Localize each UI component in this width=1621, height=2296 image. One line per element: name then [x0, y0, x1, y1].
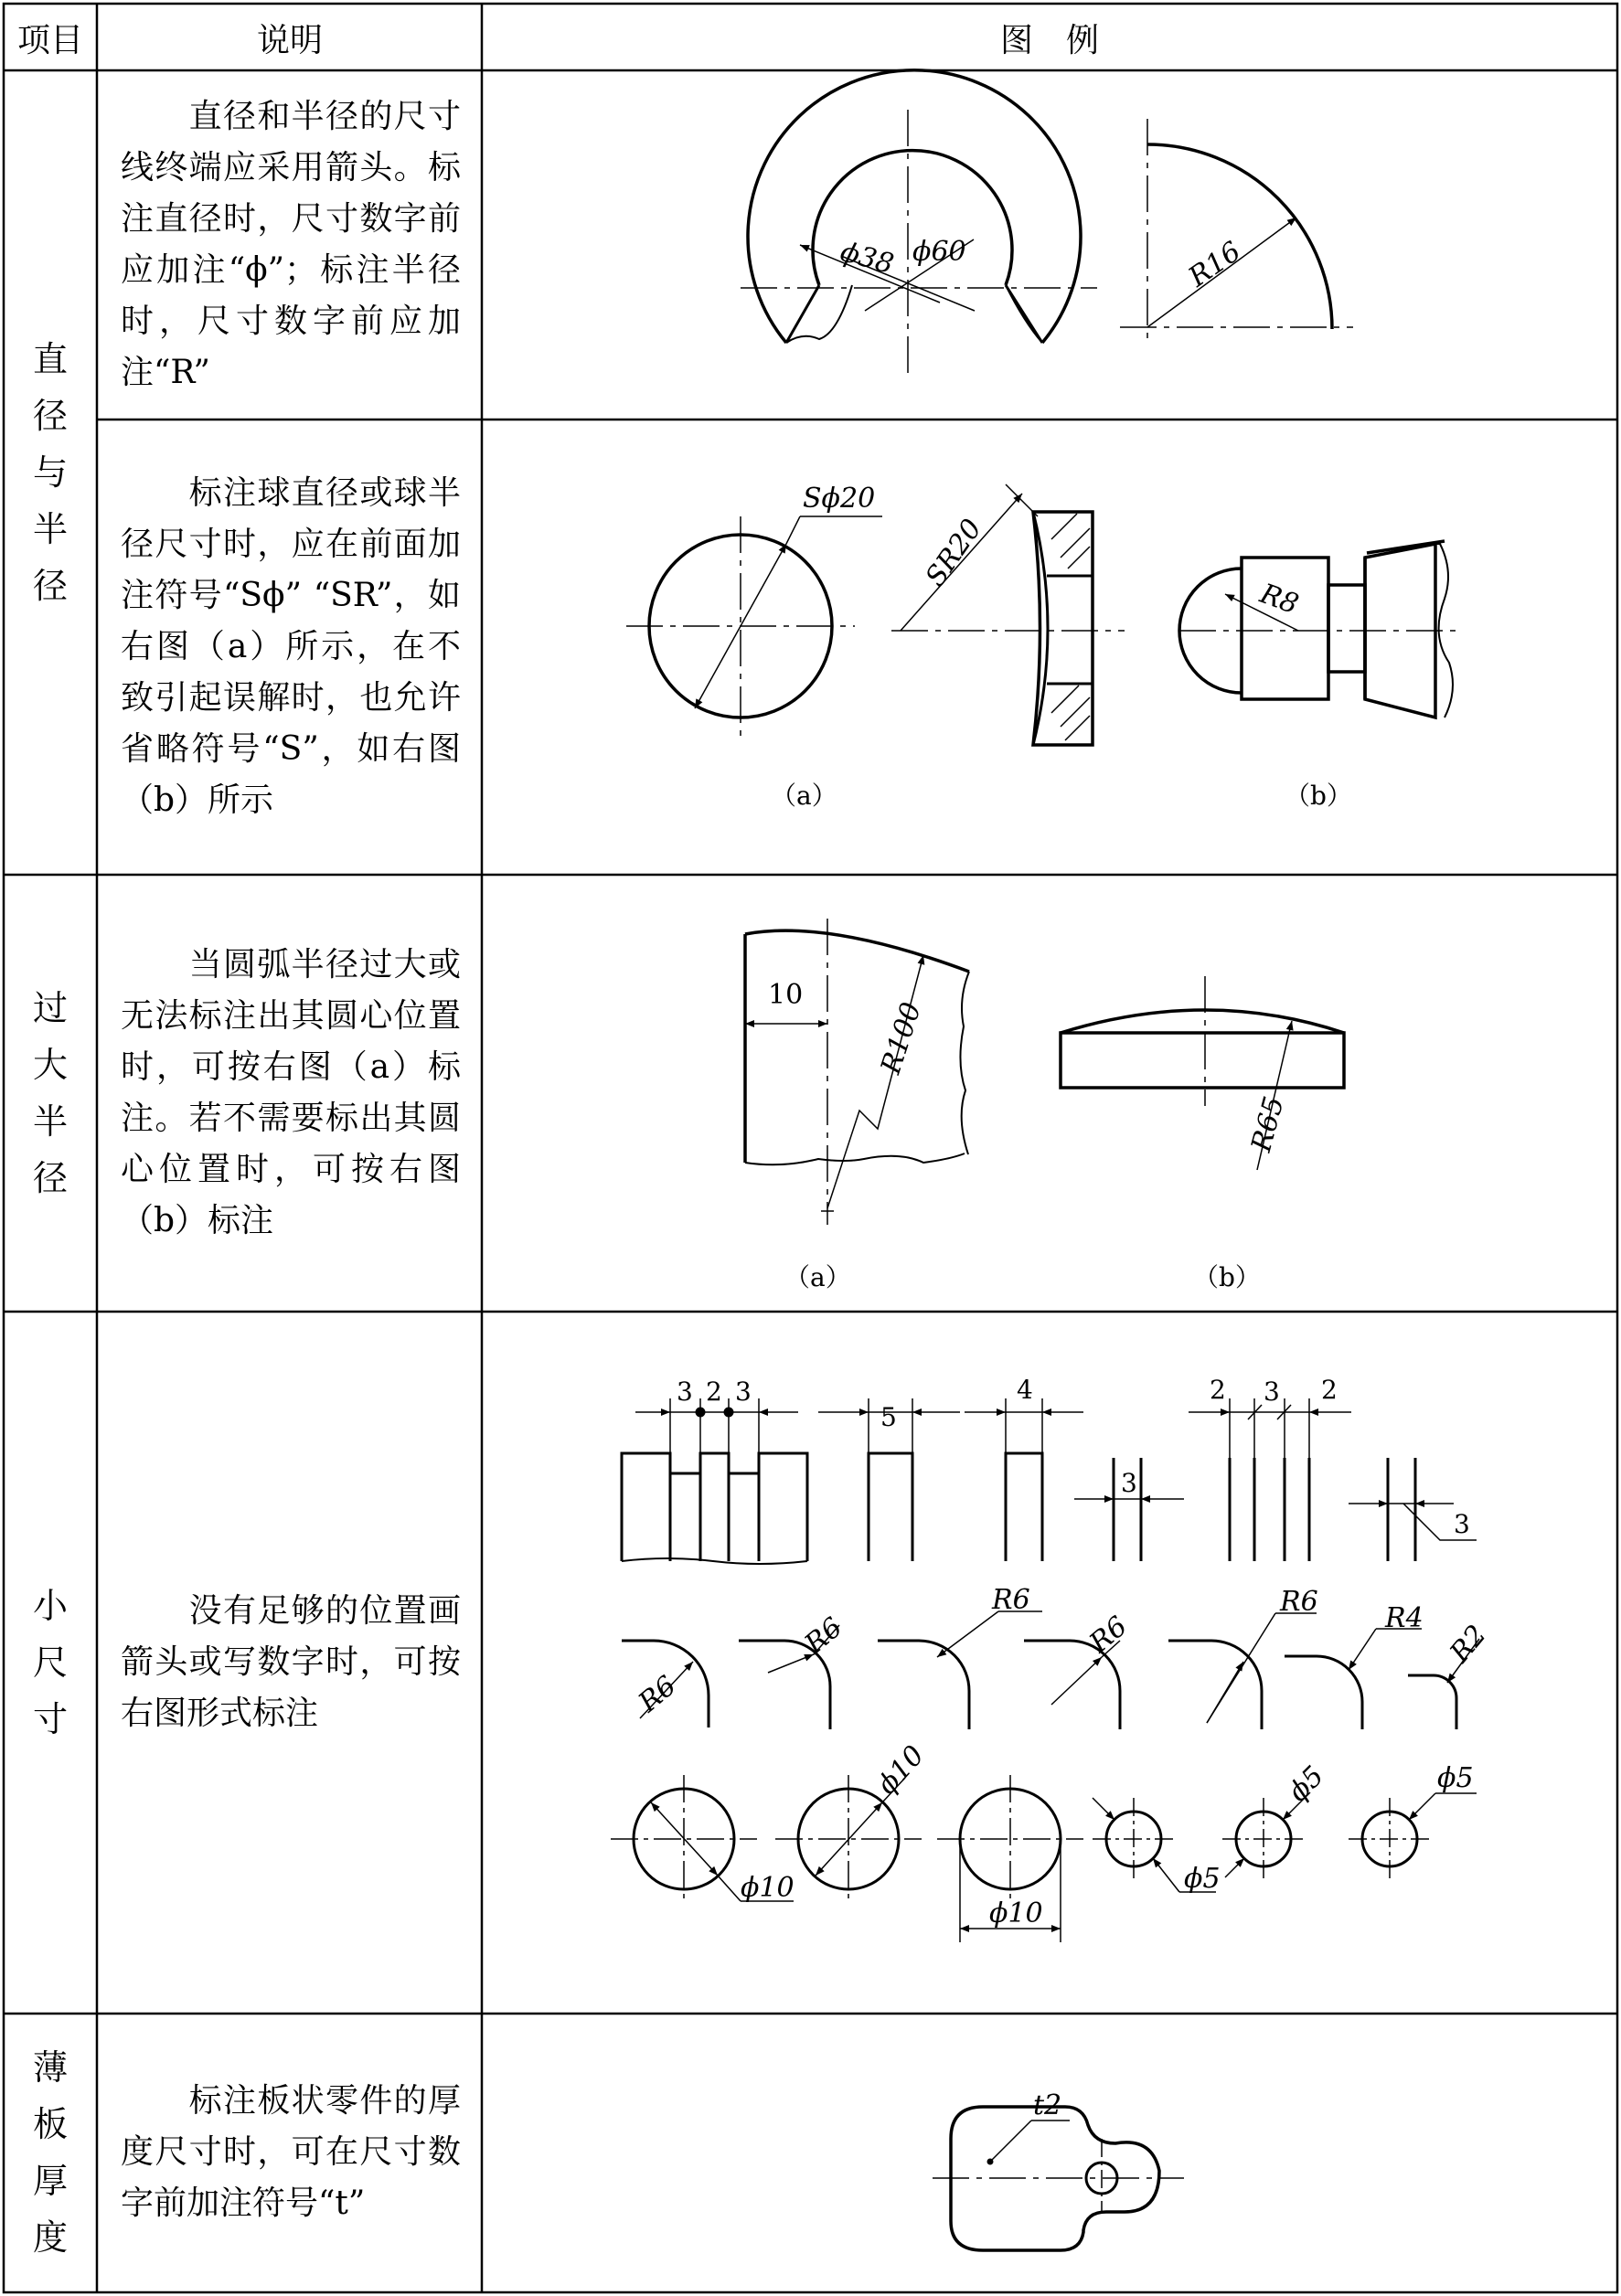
dim-4: 4 [1017, 1375, 1033, 1405]
dim-r6-c: R6 [992, 1584, 1030, 1616]
dim-3-c: 3 [1121, 1468, 1137, 1498]
dim-phi60: ϕ60 [912, 236, 966, 268]
caption-b-sphere: （b） [1285, 781, 1352, 811]
dim-r6-d: R6 [1083, 1610, 1134, 1660]
dim-r16: R16 [1182, 235, 1247, 294]
large-radius-r100-figure [745, 919, 969, 1225]
dim-phi10-b: ϕ10 [870, 1739, 931, 1802]
small-radius-dims [622, 1611, 1479, 1729]
dim-3-e: 3 [1454, 1509, 1470, 1539]
dim-2-b: 2 [1210, 1375, 1226, 1405]
dim-2-a: 2 [706, 1377, 722, 1407]
header-figure: 图 例 [999, 21, 1099, 59]
dim-s-phi20: Sϕ20 [803, 483, 876, 515]
header-desc: 说明 [256, 21, 323, 59]
dim-r100: R100 [874, 998, 928, 1079]
dim-r65: R65 [1245, 1093, 1291, 1155]
small-linear-dims [622, 1398, 1477, 1564]
quarter-arc-r16-figure [1120, 119, 1353, 343]
dim-r4: R4 [1385, 1602, 1424, 1634]
caption-a-large: （a） [784, 1262, 851, 1292]
desc-large-radius: 当圆弧半径过大或无法标注出其圆心位置时，可按右图（a）标注。若不需要标出其圆心位置时，可按右图（b）标注 [121, 946, 461, 1239]
header-item: 项目 [16, 21, 83, 59]
dim-5: 5 [880, 1402, 897, 1432]
dim-phi10-c: ϕ10 [989, 1897, 1043, 1929]
item-large-radius: 过大半径 [32, 988, 68, 1198]
dim-phi38: ϕ38 [837, 236, 898, 282]
shaft-r8-figure [1179, 541, 1463, 718]
large-radius-r65-figure [1061, 976, 1344, 1170]
sphere-diameter-figure [626, 516, 882, 736]
dim-t2: t2 [1033, 2089, 1062, 2121]
table-grid [4, 4, 1617, 2292]
dim-r6-b: R6 [798, 1611, 849, 1661]
caption-a-sphere: （a） [771, 781, 837, 811]
dim-3-b: 3 [735, 1377, 752, 1407]
small-circle-dims [611, 1775, 1477, 1942]
dim-r6-a: R6 [632, 1669, 683, 1719]
item-diameter-radius: 直径与半径 [32, 339, 68, 606]
ring-diameter-figure [741, 70, 1097, 375]
dim-3-d: 3 [1264, 1377, 1280, 1407]
dim-phi5-b: ϕ5 [1282, 1759, 1331, 1809]
dim-2-c: 2 [1321, 1375, 1338, 1405]
dim-3-a: 3 [677, 1377, 693, 1407]
desc-small-size: 没有足够的位置画箭头或写数字时，可按右图形式标注 [121, 1592, 461, 1732]
item-thin-plate: 薄板厚度 [32, 2047, 68, 2258]
dim-phi5-c: ϕ5 [1437, 1762, 1474, 1794]
dim-phi10-a: ϕ10 [741, 1872, 795, 1904]
desc-sphere: 标注球直径或球半径尺寸时，应在前面加注符号“Sϕ” “SR”，如右图（a）所示，在不致引起误解时，也允许省略符号“S”，如右图（b）所示 [121, 474, 461, 819]
dim-sr20: SR20 [919, 513, 988, 593]
dim-phi5-a: ϕ5 [1184, 1863, 1221, 1895]
item-small-size: 小尺寸 [32, 1586, 68, 1739]
dim-r6-e: R6 [1280, 1586, 1318, 1618]
caption-b-large: （b） [1193, 1262, 1261, 1292]
desc-diameter-radius: 直径和半径的尺寸线终端应采用箭头。标注直径时，尺寸数字前应加注“ϕ”；标注半径时，尺寸数字前应加注“R” [121, 98, 461, 391]
desc-thin-plate: 标注板状零件的厚度尺寸时，可在尺寸数字前加注符号“t” [121, 2082, 461, 2222]
sphere-radius-figure [891, 484, 1125, 745]
dim-10: 10 [768, 979, 804, 1011]
thin-plate-figure [933, 2105, 1184, 2250]
dim-r8: R8 [1255, 578, 1303, 622]
dim-r2: R2 [1444, 1619, 1493, 1669]
